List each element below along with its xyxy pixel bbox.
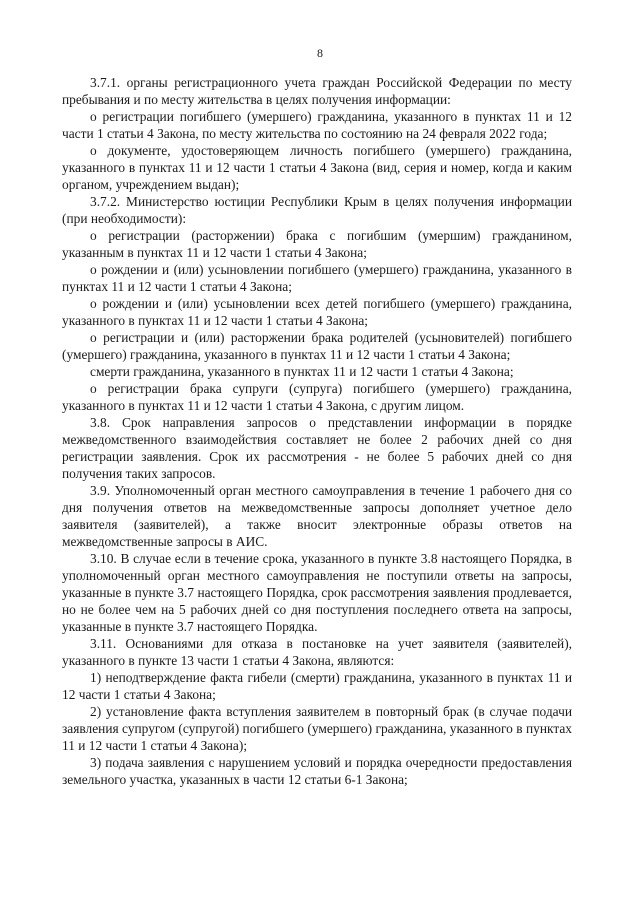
- paragraph: о документе, удостоверяющем личность погибшего (умершего) гражданина, указанного в пунктах 11 и 12 части 1 статьи 4 Закона (вид, серия и номер, когда и каким органом, учреждением выдан);: [62, 143, 572, 192]
- paragraph-3-11: 3.11. Основаниями для отказа в постановке на учет заявителя (заявителей), указанного в пункте 13 части 1 статьи 4 Закона, являются:: [62, 636, 572, 668]
- paragraph: о регистрации погибшего (умершего) гражданина, указанного в пунктах 11 и 12 части 1 статьи 4 Закона, по месту жительства по состоянию на 24 февраля 2022 года;: [62, 109, 572, 141]
- list-item: 2) установление факта вступления заявителем в повторный брак (в случае подачи заявления супругом (супругой) погибшего (умершего) гражданина, указанного в пунктах 11 и 12 части 1 статьи 4 Закона);: [62, 704, 572, 753]
- paragraph-3-9: 3.9. Уполномоченный орган местного самоуправления в течение 1 рабочего дня со дня получения ответов на межведомственные запросы дополняет учетное дело заявителя (заявителей), а также вносит электронные образы ответов на межведомственные запросы в АИС.: [62, 483, 572, 549]
- paragraph-3-10: 3.10. В случае если в течение срока, указанного в пункте 3.8 настоящего Порядка, в уполномоченный орган местного самоуправления не поступили ответы на запросы, указанные в пункте 3.7 настоящего Порядка, срок рассмотрения заявления продлевается, но не более чем на 5 рабочих дней со дня поступления последнего ответа на запросы, указанные в пункте 3.7 настоящего Порядка.: [62, 551, 572, 634]
- page-number: 8: [317, 46, 323, 60]
- paragraph-3-7-2: 3.7.2. Министерство юстиции Республики Крым в целях получения информации (при необходимости):: [62, 194, 572, 226]
- paragraph: о регистрации (расторжении) брака с погибшим (умершим) гражданином, указанным в пунктах 11 и 12 части 1 статьи 4 Закона;: [62, 228, 572, 260]
- paragraph: о рождении и (или) усыновлении погибшего (умершего) гражданина, указанного в пунктах 11 и 12 части 1 статьи 4 Закона;: [62, 262, 572, 294]
- list-item: 1) неподтверждение факта гибели (смерти) гражданина, указанного в пунктах 11 и 12 части 1 статьи 4 Закона;: [62, 670, 572, 702]
- paragraph: о регистрации брака супруги (супруга) погибшего (умершего) гражданина, указанного в пунктах 11 и 12 части 1 статьи 4 Закона, с другим лицом.: [62, 381, 572, 413]
- document-body: [62, 74, 572, 788]
- paragraph: смерти гражданина, указанного в пунктах 11 и 12 части 1 статьи 4 Закона;: [90, 364, 514, 379]
- paragraph-3-8: 3.8. Срок направления запросов о представлении информации в порядке межведомственного взаимодействия составляет не более 2 рабочих дней со дня регистрации заявления. Срок их рассмотрения - не более 5 рабочих дней со дня получения таких запросов.: [62, 415, 572, 481]
- paragraph: о регистрации и (или) расторжении брака родителей (усыновителей) погибшего (умершего) гражданина, указанного в пунктах 11 и 12 части 1 статьи 4 Закона;: [62, 330, 572, 362]
- list-item: 3) подача заявления с нарушением условий и порядка очередности предоставления земельного участка, указанных в части 12 статьи 6-1 Закона;: [62, 755, 572, 787]
- paragraph-3-7-1: 3.7.1. органы регистрационного учета граждан Российской Федерации по месту пребывания и по месту жительства в целях получения информации:: [62, 75, 572, 107]
- paragraph: о рождении и (или) усыновлении всех детей погибшего (умершего) гражданина, указанного в пунктах 11 и 12 части 1 статьи 4 Закона;: [62, 296, 572, 328]
